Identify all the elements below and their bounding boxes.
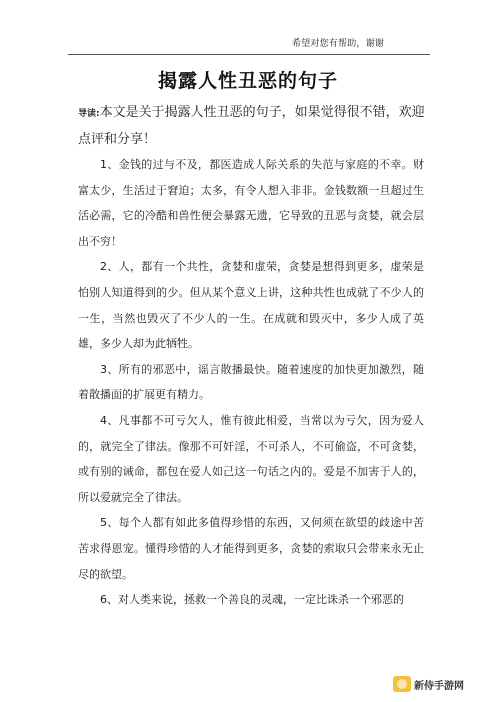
header-note: 希望对您有帮助，谢谢 <box>292 39 385 49</box>
body-paragraph: 3、所有的邪恶中，谣言散播最快。随着速度的加快更加激烈，随着散播面的扩展更有精力。 <box>78 362 424 402</box>
header-divider <box>68 54 430 55</box>
intro-text: 本文是关于揭露人性丑恶的句子，如果觉得很不错，欢迎点评和分享！ <box>78 105 425 147</box>
body-paragraph: 5、每个人都有如此多值得珍惜的东西，又何须在欲望的歧途中苦苦求得恩宠。懂得珍惜的人才能得到更多，贪婪的索取只会带来永无止尽的欲望。 <box>78 516 424 581</box>
intro-lead: 导读: <box>78 109 100 119</box>
site-watermark <box>393 675 469 693</box>
house-logo-icon <box>393 676 411 692</box>
document-body <box>78 152 424 613</box>
body-paragraph: 6、对人类来说，拯救一个善良的灵魂，一定比诛杀一个邪恶的 <box>100 593 404 607</box>
body-paragraph: 2、人，都有一个共性，贪婪和虚荣，贪婪是想得到更多，虚荣是怕别人知道得到的少。但从某个意义上讲，这种共性也成就了不少人的一生，当然也毁灭了不少人的一生。在成就和毁灭中，多少人成了英雄，多少人却为此牺牲。 <box>78 260 424 351</box>
body-paragraph: 4、凡事都不可亏欠人，惟有彼此相爱，当常以为亏欠，因为爱人的，就完全了律法。像那不可奸淫，不可杀人，不可偷盗，不可贪婪，或有别的诫命，都包在爱人如己这一句话之内的。爱是不加害于人的，所以爱就完全了律法。 <box>78 413 424 504</box>
body-paragraph: 1、金钱的过与不及，都医造成人际关系的失范与家庭的不幸。财富太少，生活过于窘迫；太多，有令人想入非非。金钱数额一旦超过生活必需，它的冷酷和兽性便会暴露无遗，它导致的丑恶与贪婪，就会层出不穷！ <box>78 158 424 248</box>
intro-paragraph <box>78 100 428 152</box>
watermark-text: 新侍手游网 <box>414 680 464 692</box>
document-title: 揭露人性丑恶的句子 <box>157 70 338 92</box>
